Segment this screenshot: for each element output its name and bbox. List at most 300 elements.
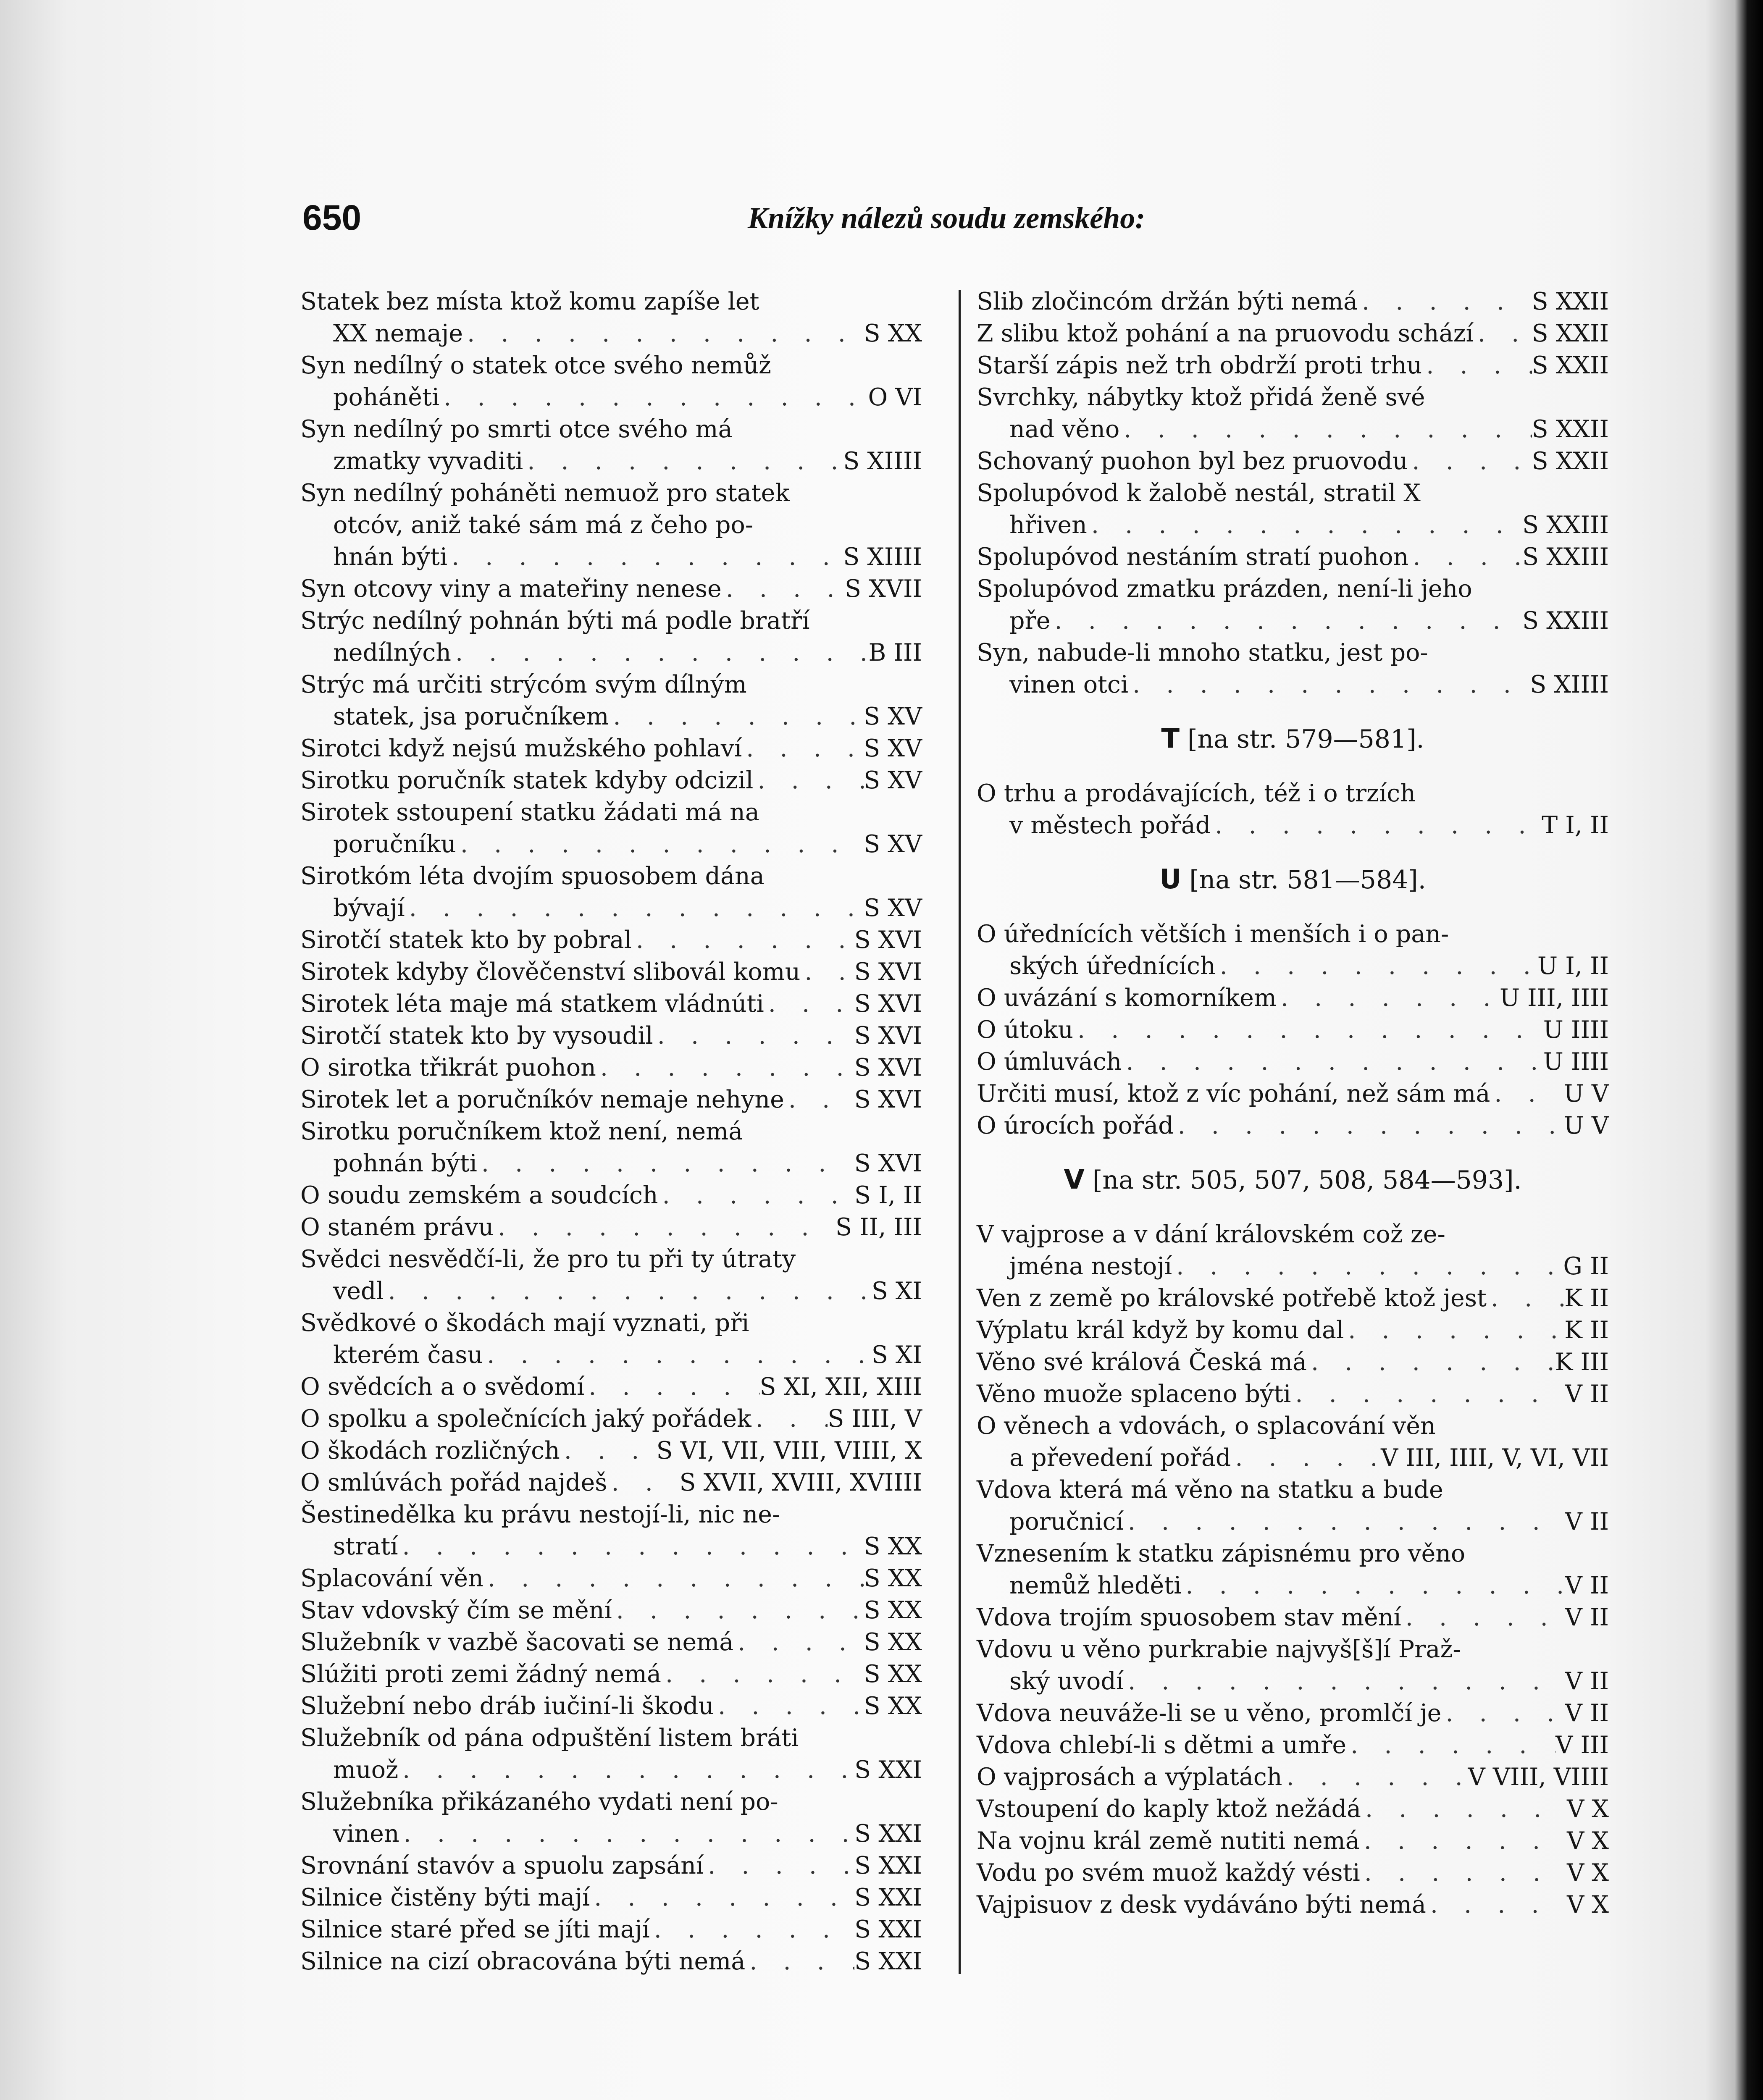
dot-leader: [405, 892, 864, 924]
dot-leader: [560, 1435, 657, 1467]
entry-line: [300, 796, 922, 828]
dot-leader: [1487, 1282, 1564, 1314]
dot-leader: [733, 1626, 864, 1658]
section-heading-v: [977, 1164, 1609, 1196]
entry-line: [300, 573, 922, 605]
index-entry: [977, 1346, 1609, 1378]
dot-leader: [751, 1403, 828, 1435]
entry-text: statek, jsa poručníkem: [333, 703, 609, 730]
index-entry: [977, 477, 1609, 541]
entry-reference: S XXIII: [1522, 607, 1609, 635]
entry-line: [977, 445, 1609, 477]
index-entry: [977, 1857, 1609, 1889]
entry-reference: T I, II: [1542, 811, 1609, 839]
index-entry: [977, 982, 1609, 1014]
entry-reference: S XXII: [1532, 320, 1609, 347]
dot-leader: [653, 1020, 854, 1052]
entry-text: Sirotci když nejsú mužského pohlaví: [300, 735, 742, 762]
entry-line: [300, 1403, 922, 1435]
entry-reference: S XI: [871, 1341, 922, 1369]
index-entry: [977, 1889, 1609, 1921]
dot-leader: [477, 1147, 854, 1179]
index-entry: [977, 1410, 1609, 1474]
entry-reference: S XV: [864, 766, 922, 794]
entry-text: ských úřednících: [1009, 952, 1216, 980]
dot-leader: [1073, 1014, 1543, 1046]
entry-line: [977, 349, 1609, 381]
dot-leader: [439, 381, 868, 413]
dot-leader: [1360, 1857, 1567, 1889]
entry-reference: S XXI: [854, 1948, 922, 1975]
entry-reference: S XVI: [854, 1086, 922, 1113]
entry-line: [300, 1850, 922, 1882]
entry-text: Syn nedílný po smrti otce svého má: [300, 415, 733, 443]
entry-reference: S XV: [864, 703, 922, 730]
dot-leader: [1346, 1729, 1555, 1761]
index-entry: [300, 1850, 922, 1882]
entry-text: Slúžiti proti zemi žádný nemá: [300, 1660, 661, 1688]
entry-reference: S XIIII: [843, 543, 922, 571]
index-entry: [977, 1314, 1609, 1346]
entry-text: Sirotek léta maje má statkem vládnúti: [300, 990, 764, 1018]
entry-text: pohnán býti: [333, 1150, 477, 1177]
entry-text: poháněti: [333, 383, 440, 411]
entry-text: Statek bez místa ktož komu zapíše let: [300, 288, 759, 315]
entry-line: [300, 1467, 922, 1499]
dot-leader: [1291, 1378, 1565, 1410]
dot-leader: [704, 1850, 854, 1882]
entry-line: [977, 1346, 1609, 1378]
entry-text: Splacování věn: [300, 1564, 483, 1592]
entry-text: Služebníka přikázaného vydati není po-: [300, 1788, 778, 1816]
entry-line: [300, 1562, 922, 1594]
entry-continuation-line: [300, 1530, 922, 1562]
index-entry: [977, 1474, 1609, 1538]
entry-continuation-line: [300, 381, 922, 413]
entry-line: [977, 1474, 1609, 1506]
right-column: [977, 286, 1609, 1921]
entry-continuation-line: [977, 1570, 1609, 1601]
dot-leader: [483, 1562, 864, 1594]
dot-leader: [456, 828, 864, 860]
entry-reference: S XX: [864, 1692, 922, 1720]
entry-reference: S XVI: [854, 958, 922, 986]
entry-text: Sirotek sstoupení statku žádati má na: [300, 798, 759, 826]
index-entry: [300, 764, 922, 796]
entry-line: [300, 286, 922, 318]
index-entry: [977, 1110, 1609, 1142]
section-heading-u: [977, 864, 1609, 895]
dot-leader: [523, 445, 843, 477]
entry-reference: S XXIII: [1522, 511, 1609, 539]
entry-reference: S XVII, XVIII, XVIIII: [679, 1469, 922, 1496]
entry-text: O uvázání s komorníkem: [977, 984, 1277, 1012]
entry-line: [300, 1307, 922, 1339]
entry-text: XX nemaje: [333, 320, 463, 347]
entry-reference: O VI: [868, 383, 922, 411]
index-entry: [300, 1307, 922, 1371]
entry-reference: S I, II: [854, 1181, 922, 1209]
entry-reference: U IIII: [1543, 1016, 1609, 1044]
dot-leader: [1408, 541, 1522, 573]
entry-reference: S VI, VII, VIII, VIIII, X: [656, 1437, 922, 1465]
entry-reference: S XV: [864, 735, 922, 762]
entry-reference: S XXI: [854, 1884, 922, 1911]
dot-leader: [1128, 669, 1530, 701]
entry-text: Syn, nabude-li mnoho statku, jest po-: [977, 639, 1428, 667]
entry-line: [977, 918, 1609, 950]
entry-text: Silnice na cizí obracována býti nemá: [300, 1948, 746, 1975]
entry-text: nemůž hleděti: [1009, 1572, 1182, 1599]
entry-reference: V II: [1565, 1667, 1609, 1695]
dot-leader: [584, 1371, 759, 1403]
entry-line: [300, 1243, 922, 1275]
entry-text: nad věno: [1009, 415, 1120, 443]
entry-line: [977, 1282, 1609, 1314]
index-entry: [300, 1499, 922, 1562]
entry-line: [300, 1116, 922, 1147]
entry-continuation-line: [300, 1818, 922, 1850]
entry-line: [977, 1633, 1609, 1665]
entry-text: O spolku a společnících jaký pořádek: [300, 1405, 751, 1433]
entry-text: O úmluvách: [977, 1048, 1122, 1076]
entry-reference: S XXII: [1532, 352, 1609, 379]
entry-line: [300, 1594, 922, 1626]
entry-line: [977, 1078, 1609, 1110]
entry-continuation-line: [977, 605, 1609, 637]
index-entry: [977, 1378, 1609, 1410]
entry-reference: K III: [1555, 1348, 1609, 1376]
entry-text: poručníku: [333, 830, 456, 858]
entry-reference: U I, II: [1537, 952, 1609, 980]
dot-leader: [447, 541, 843, 573]
dot-leader: [1231, 1442, 1381, 1474]
entry-text: nedílných: [333, 639, 451, 667]
entry-text: O sirotka třikrát puohon: [300, 1054, 596, 1082]
entry-line: [300, 1052, 922, 1084]
index-entry: [300, 1052, 922, 1084]
index-entry: [300, 605, 922, 669]
entry-reference: V II: [1565, 1699, 1609, 1727]
page-number: 650: [302, 198, 362, 237]
index-entry: [300, 669, 922, 732]
section-page-range: [na str. 581—584].: [1189, 865, 1426, 895]
entry-line: [977, 318, 1609, 349]
entry-line: [300, 605, 922, 637]
entry-line: [300, 1435, 922, 1467]
dot-leader: [661, 1658, 864, 1690]
entry-text: Sirotčí statek kto by pobral: [300, 926, 632, 954]
entry-reference: V X: [1567, 1827, 1609, 1855]
u-entry-list: [977, 918, 1609, 1142]
entry-continuation-line: [300, 637, 922, 669]
dot-leader: [1358, 286, 1532, 318]
entry-reference: V II: [1565, 1604, 1609, 1631]
index-entry: [977, 1729, 1609, 1761]
entry-text: Schovaný puohon byl bez pruovodu: [977, 447, 1408, 475]
entry-text: vedl: [333, 1277, 384, 1305]
entry-text: O smlúvách pořád najdeš: [300, 1469, 607, 1496]
dot-leader: [800, 956, 854, 988]
entry-line: [977, 1793, 1609, 1825]
entry-continuation-line: [300, 892, 922, 924]
entry-reference: V III, IIII, V, VI, VII: [1381, 1444, 1609, 1472]
entry-reference: V II: [1565, 1508, 1609, 1536]
index-entry: [300, 1882, 922, 1914]
entry-text: Svědci nesvědčí-li, že pro tu při ty útraty: [300, 1245, 796, 1273]
dot-leader: [753, 764, 864, 796]
dot-leader: [1490, 1078, 1563, 1110]
entry-reference: U IIII: [1543, 1048, 1609, 1076]
index-entry: [300, 1020, 922, 1052]
section-heading-t: [977, 723, 1609, 755]
entry-text: vinen: [333, 1820, 399, 1848]
dot-leader: [1211, 809, 1542, 841]
dot-leader: [632, 924, 854, 956]
entry-reference: S XXI: [854, 1852, 922, 1880]
entry-text: zmatky vyvaditi: [333, 447, 523, 475]
section-letter: V: [1064, 1164, 1085, 1195]
entry-text: Silnice staré před se jíti mají: [300, 1916, 650, 1943]
entry-line: [300, 1626, 922, 1658]
index-entry: [977, 1046, 1609, 1078]
entry-line: [977, 286, 1609, 318]
index-entry: [977, 1633, 1609, 1697]
entry-text: poručnicí: [1009, 1508, 1124, 1536]
entry-continuation-line: [300, 445, 922, 477]
entry-reference: K II: [1564, 1316, 1609, 1344]
dot-leader: [1277, 982, 1500, 1014]
entry-reference: S XIIII: [1530, 671, 1609, 698]
dot-leader: [1426, 1889, 1567, 1921]
entry-line: [977, 1729, 1609, 1761]
entry-reference: S XXII: [1532, 415, 1609, 443]
index-entry: [977, 318, 1609, 349]
entry-text: Stav vdovský čím se mění: [300, 1596, 612, 1624]
entry-reference: V II: [1565, 1380, 1609, 1408]
entry-reference: G II: [1563, 1252, 1609, 1280]
entry-line: [300, 1882, 922, 1914]
entry-reference: S XXI: [854, 1916, 922, 1943]
entry-reference: S XX: [864, 1564, 922, 1592]
index-entry: [300, 956, 922, 988]
entry-text: Syn nedílný poháněti nemuož pro statek: [300, 479, 790, 507]
entry-line: [977, 1825, 1609, 1857]
index-entry: [977, 541, 1609, 573]
entry-reference: V X: [1567, 1795, 1609, 1823]
entry-line: [300, 669, 922, 701]
entry-reference: S XI, XII, XIII: [759, 1373, 922, 1401]
index-entry: [977, 1697, 1609, 1729]
entry-reference: S XXIII: [1522, 543, 1609, 571]
index-entry: [300, 1658, 922, 1690]
entry-line: [977, 1538, 1609, 1570]
entry-text: Výplatu král když by komu dal: [977, 1316, 1344, 1344]
entry-continuation-line: [300, 509, 922, 541]
entry-reference: S XXI: [854, 1820, 922, 1848]
entry-line: [977, 1697, 1609, 1729]
entry-reference: S XX: [864, 1533, 922, 1560]
entry-text: O svědcích a o svědomí: [300, 1373, 585, 1401]
entry-text: Vajpisuov z desk vydáváno býti nemá: [977, 1891, 1426, 1919]
index-entry: [300, 1403, 922, 1435]
index-entry: [977, 1601, 1609, 1633]
entry-text: Spolupóvod nestáním stratí puohon: [977, 543, 1409, 571]
index-entry: [977, 1014, 1609, 1046]
entry-reference: S XVI: [854, 1054, 922, 1082]
entry-text: O škodách rozličných: [300, 1437, 560, 1465]
dot-leader: [607, 1467, 680, 1499]
entry-line: [300, 1914, 922, 1945]
s-entry-list: [977, 286, 1609, 701]
entry-text: ský uvodí: [1009, 1667, 1124, 1695]
entry-reference: S IIII, V: [828, 1405, 922, 1433]
entry-line: [977, 1761, 1609, 1793]
entry-text: V vajprose a v dání královském což ze-: [977, 1221, 1445, 1248]
entry-text: O trhu a prodávajících, též i o trzích: [977, 780, 1416, 807]
entry-text: Vznesením k statku zápisnému pro věno: [977, 1540, 1466, 1567]
entry-continuation-line: [977, 509, 1609, 541]
entry-line: [300, 1084, 922, 1116]
entry-line: [977, 1218, 1609, 1250]
dot-leader: [784, 1084, 854, 1116]
index-entry: [977, 1282, 1609, 1314]
dot-leader: [1087, 509, 1522, 541]
entry-line: [300, 956, 922, 988]
entry-text: Syn otcovy viny a mateřiny nenese: [300, 575, 722, 603]
dot-leader: [1119, 413, 1532, 445]
index-entry: [300, 413, 922, 477]
entry-reference: S XVI: [854, 1150, 922, 1177]
entry-line: [300, 732, 922, 764]
entry-text: Služebník v vazbě šacovati se nemá: [300, 1628, 734, 1656]
entry-text: Na vojnu král země nutiti nemá: [977, 1827, 1360, 1855]
entry-line: [977, 1046, 1609, 1078]
dot-leader: [1122, 1046, 1543, 1078]
index-entry: [300, 1786, 922, 1850]
entry-text: Slib zločincóm držán býti nemá: [977, 288, 1358, 315]
entry-line: [977, 1378, 1609, 1410]
index-entry: [300, 1435, 922, 1467]
index-entry: [300, 1243, 922, 1307]
index-entry: [977, 349, 1609, 381]
index-entry: [977, 777, 1609, 841]
index-entry: [300, 286, 922, 349]
index-entry: [977, 918, 1609, 982]
entry-reference: V II: [1565, 1572, 1609, 1599]
running-title: Knížky nálezů soudu zemského:: [748, 201, 1146, 235]
entry-text: Sirotek let a poručníkóv nemaje nehyne: [300, 1086, 784, 1113]
index-entry: [977, 1825, 1609, 1857]
entry-line: [977, 381, 1609, 413]
entry-line: [300, 1722, 922, 1754]
dot-leader: [1344, 1314, 1564, 1346]
entry-text: Vodu po svém muož každý vésti: [977, 1859, 1360, 1887]
entry-line: [300, 860, 922, 892]
entry-continuation-line: [300, 318, 922, 349]
section-letter: T: [1161, 723, 1180, 754]
entry-text: Svrchky, nábytky ktož přidá ženě své: [977, 383, 1425, 411]
entry-reference: V X: [1567, 1891, 1609, 1919]
column-rule: [959, 290, 961, 1974]
entry-continuation-line: [300, 828, 922, 860]
entry-reference: S II, III: [836, 1213, 922, 1241]
entry-text: Z slibu ktož pohání a na pruovodu schází: [977, 320, 1474, 347]
entry-text: Strýc nedílný pohnán býti má podle bratří: [300, 607, 810, 635]
entry-line: [977, 1110, 1609, 1142]
entry-line: [300, 1786, 922, 1818]
dot-leader: [1181, 1570, 1565, 1601]
dot-leader: [1361, 1793, 1567, 1825]
entry-reference: U V: [1563, 1112, 1609, 1139]
entry-reference: U III, IIII: [1499, 984, 1609, 1012]
dot-leader: [1216, 950, 1537, 982]
index-entry: [300, 1690, 922, 1722]
entry-reference: S XX: [864, 1628, 922, 1656]
entry-line: [300, 764, 922, 796]
entry-continuation-line: [300, 1275, 922, 1307]
entry-text: Sirotek kdyby člověčenství slibovál komu: [300, 958, 801, 986]
dot-leader: [1124, 1665, 1565, 1697]
entry-text: hřiven: [1009, 511, 1087, 539]
entry-reference: K II: [1564, 1284, 1609, 1312]
entry-reference: S XXII: [1532, 447, 1609, 475]
entry-text: O soudu zemském a soudcích: [300, 1181, 658, 1209]
entry-continuation-line: [977, 1506, 1609, 1538]
entry-text: otcóv, aniž také sám má z čeho po-: [333, 511, 754, 539]
section-page-range: [na str. 579—581].: [1188, 724, 1424, 754]
dot-leader: [1174, 1110, 1564, 1142]
t-entry-list: [977, 777, 1609, 841]
index-entry: [300, 1116, 922, 1179]
entry-reference: U V: [1563, 1080, 1609, 1108]
dot-leader: [658, 1179, 854, 1211]
index-entry: [300, 796, 922, 860]
dot-leader: [1282, 1761, 1468, 1793]
dot-leader: [596, 1052, 854, 1084]
index-entry: [977, 286, 1609, 318]
dot-leader: [590, 1882, 854, 1914]
left-column: [300, 286, 922, 1977]
entry-continuation-line: [977, 1250, 1609, 1282]
entry-text: Sirotčí statek kto by vysoudil: [300, 1022, 653, 1050]
entry-reference: S XIIII: [843, 447, 922, 475]
entry-line: [300, 1179, 922, 1211]
dot-leader: [463, 318, 864, 349]
index-entry: [300, 1945, 922, 1977]
entry-text: Šestinedělka ku právu nestojí-li, nic ne-: [300, 1501, 780, 1528]
index-entry: [977, 381, 1609, 445]
entry-text: Strýc má určiti strýcóm svým dílným: [300, 671, 747, 698]
dot-leader: [1050, 605, 1522, 637]
dot-leader: [650, 1914, 854, 1945]
dot-leader: [612, 1594, 864, 1626]
dot-leader: [609, 701, 864, 732]
entry-continuation-line: [977, 669, 1609, 701]
dot-leader: [1172, 1250, 1563, 1282]
entry-line: [977, 777, 1609, 809]
entry-text: Věno muože splaceno býti: [977, 1380, 1291, 1408]
entry-continuation-line: [977, 1442, 1609, 1474]
entry-reference: S XVI: [854, 926, 922, 954]
entry-continuation-line: [300, 701, 922, 732]
entry-text: Syn nedílný o statek otce svého nemůž: [300, 352, 771, 379]
entry-text: Svědkové o škodách mají vyznati, při: [300, 1309, 749, 1337]
index-entry: [300, 349, 922, 413]
entry-text: Ven z země po královské potřebě ktož jest: [977, 1284, 1487, 1312]
dot-leader: [1408, 445, 1532, 477]
entry-text: stratí: [333, 1533, 398, 1560]
